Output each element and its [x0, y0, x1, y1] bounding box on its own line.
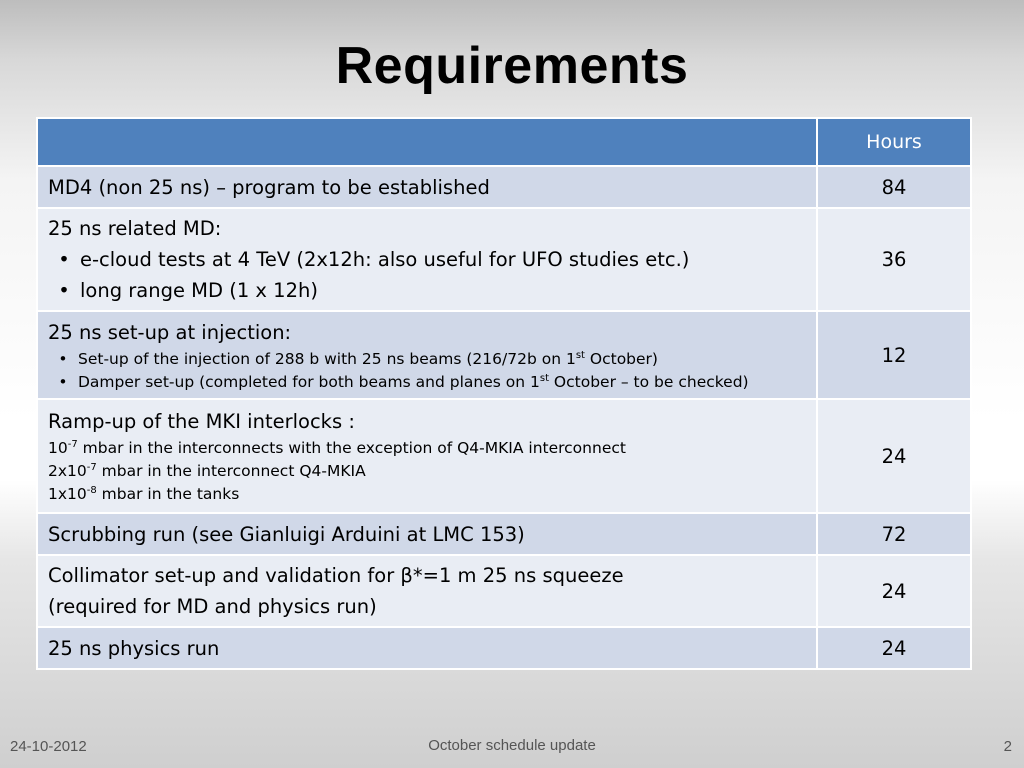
row-description: Collimator set-up and validation for β*=1 m 25 ns squeeze — [48, 564, 624, 587]
table-row — [37, 311, 971, 399]
row-hours: 24 — [817, 555, 971, 627]
requirements-table — [36, 117, 972, 670]
row-description: Scrubbing run (see Gianluigi Arduini at LMC 153) — [48, 522, 525, 546]
list-item — [48, 483, 806, 506]
row-description: 25 ns set-up at injection: — [48, 320, 292, 344]
footer-title: October schedule update — [428, 737, 596, 754]
bullet-text: Set-up of the injection of 288 b with 25 ns beams (216/72b on 1 — [78, 349, 576, 368]
footer-date: 24-10-2012 — [10, 738, 87, 755]
row-description: MD4 (non 25 ns) – program to be established — [48, 175, 490, 199]
list-item — [48, 460, 806, 483]
bullet-text: long range MD (1 x 12h) — [80, 279, 318, 302]
row-hours: 72 — [817, 513, 971, 555]
row-hours: 36 — [817, 208, 971, 311]
header-hours-cell: Hours — [817, 118, 971, 166]
list-item — [48, 437, 806, 460]
line-text-end: mbar in the tanks — [96, 485, 240, 503]
bullet-icon: • — [58, 349, 68, 368]
table-row — [37, 513, 971, 555]
superscript: st — [539, 372, 549, 384]
table-row — [37, 208, 971, 311]
line-text: 1x10 — [48, 485, 87, 503]
page-number: 2 — [1003, 738, 1012, 755]
superscript: -8 — [86, 485, 97, 496]
list-item — [48, 275, 806, 306]
bullet-text: Damper set-up (completed for both beams and planes on 1 — [78, 372, 540, 391]
line-text-end: mbar in the interconnects with the exception of Q4-MKIA interconnect — [77, 439, 626, 457]
line-text: 2x10 — [48, 462, 87, 480]
row-hours: 24 — [817, 627, 971, 669]
table-row — [37, 166, 971, 208]
bullet-text-end: October) — [584, 349, 658, 368]
bullet-text-end: October – to be checked) — [549, 372, 749, 391]
row-description-continued: (required for MD and physics run) — [48, 595, 377, 618]
table-row — [37, 555, 971, 627]
row-hours: 24 — [817, 399, 971, 513]
bullet-icon: • — [58, 279, 70, 302]
row-description: 25 ns physics run — [48, 636, 220, 660]
line-text: 10 — [48, 439, 68, 457]
table-row — [37, 399, 971, 513]
row-description: 25 ns related MD: — [48, 217, 222, 240]
list-item — [48, 348, 806, 371]
bullet-text: e-cloud tests at 4 TeV (2x12h: also useful for UFO studies etc.) — [80, 248, 690, 271]
superscript: -7 — [67, 439, 78, 450]
list-item — [48, 371, 806, 394]
list-item — [48, 244, 806, 275]
table-row — [37, 627, 971, 669]
superscript: st — [575, 349, 585, 361]
header-description-cell — [37, 118, 817, 166]
row-hours: 84 — [817, 166, 971, 208]
superscript: -7 — [86, 462, 97, 473]
line-text-end: mbar in the interconnect Q4-MKIA — [96, 462, 366, 480]
slide-title: Requirements — [335, 37, 689, 95]
bullet-icon: • — [58, 248, 70, 271]
row-hours: 12 — [817, 311, 971, 399]
table-header-row — [37, 118, 971, 166]
row-description: Ramp-up of the MKI interlocks : — [48, 410, 355, 433]
bullet-icon: • — [58, 372, 68, 391]
